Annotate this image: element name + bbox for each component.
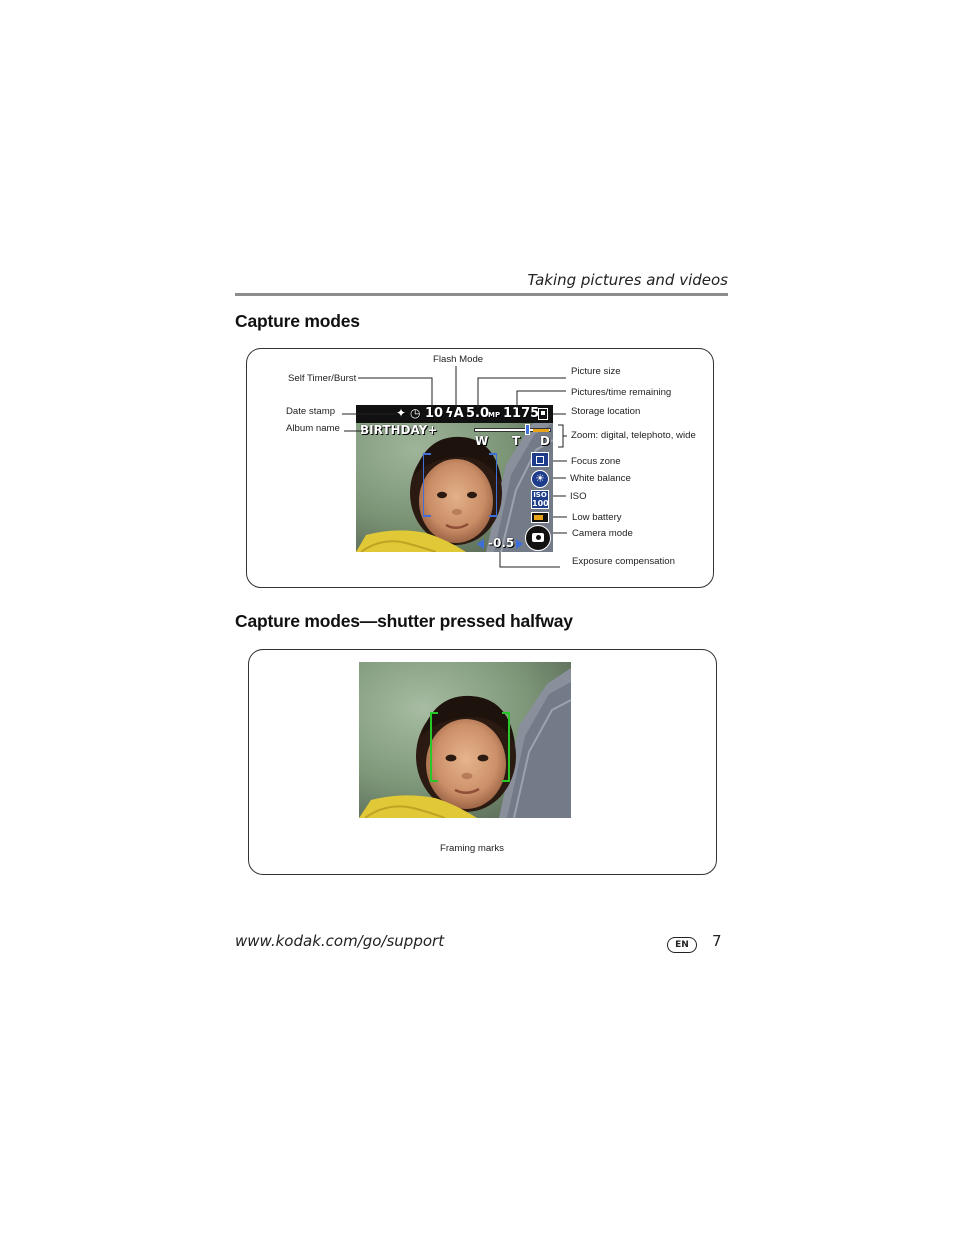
page-number: 7 [712, 932, 722, 950]
framing-mark-right [502, 712, 510, 782]
iso-value: 100 [532, 499, 549, 508]
exposure-value: -0.5 [488, 536, 515, 550]
callout-exposure-comp: Exposure compensation [572, 556, 675, 567]
running-head: Taking pictures and videos [527, 271, 728, 289]
album-name: BIRTHDAY+ [360, 423, 438, 437]
callout-self-timer: Self Timer/Burst [288, 373, 357, 384]
section-title-capture-modes: Capture modes [235, 311, 360, 331]
callout-flash-mode: Flash Mode [433, 354, 484, 365]
callout-white-balance: White balance [570, 473, 631, 484]
pictures-remaining: 1175 [503, 406, 540, 421]
timer-count: 10 [425, 406, 444, 421]
language-badge: EN [667, 937, 697, 953]
footer-support-link[interactable]: www.kodak.com/go/support [235, 932, 445, 950]
picture-size-value: 5.0 [466, 406, 490, 421]
callout-low-battery: Low battery [572, 512, 622, 523]
callout-album-name: Album name [286, 423, 340, 434]
zoom-digital-label: D [540, 434, 550, 448]
zoom-wide-label: W [475, 434, 489, 448]
iso-label: ISO [533, 491, 547, 499]
callout-camera-mode: Camera mode [572, 528, 633, 539]
callout-storage-location: Storage location [571, 406, 641, 417]
section-title-shutter-halfway: Capture modes—shutter pressed halfway [235, 611, 573, 631]
child-photo-halfway [359, 662, 571, 818]
flash-mode-indicator: ϟA [445, 406, 464, 421]
white-balance-icon: ☀ [531, 470, 549, 488]
callout-framing-marks: Framing marks [440, 843, 504, 854]
callout-picture-size: Picture size [571, 366, 621, 377]
zoom-tele-label: T [512, 434, 521, 448]
date-stamp-icon: ✦ [396, 406, 407, 420]
framing-mark-left [430, 712, 438, 782]
callout-zoom: Zoom: digital, telephoto, wide [571, 430, 696, 441]
callout-focus-zone: Focus zone [571, 456, 621, 467]
callout-date-stamp: Date stamp [286, 406, 336, 417]
picture-size-unit: MP [488, 411, 501, 419]
callout-pictures-remaining: Pictures/time remaining [571, 387, 672, 398]
self-timer-icon: ◷ [410, 406, 421, 420]
callout-iso: ISO [570, 491, 587, 502]
